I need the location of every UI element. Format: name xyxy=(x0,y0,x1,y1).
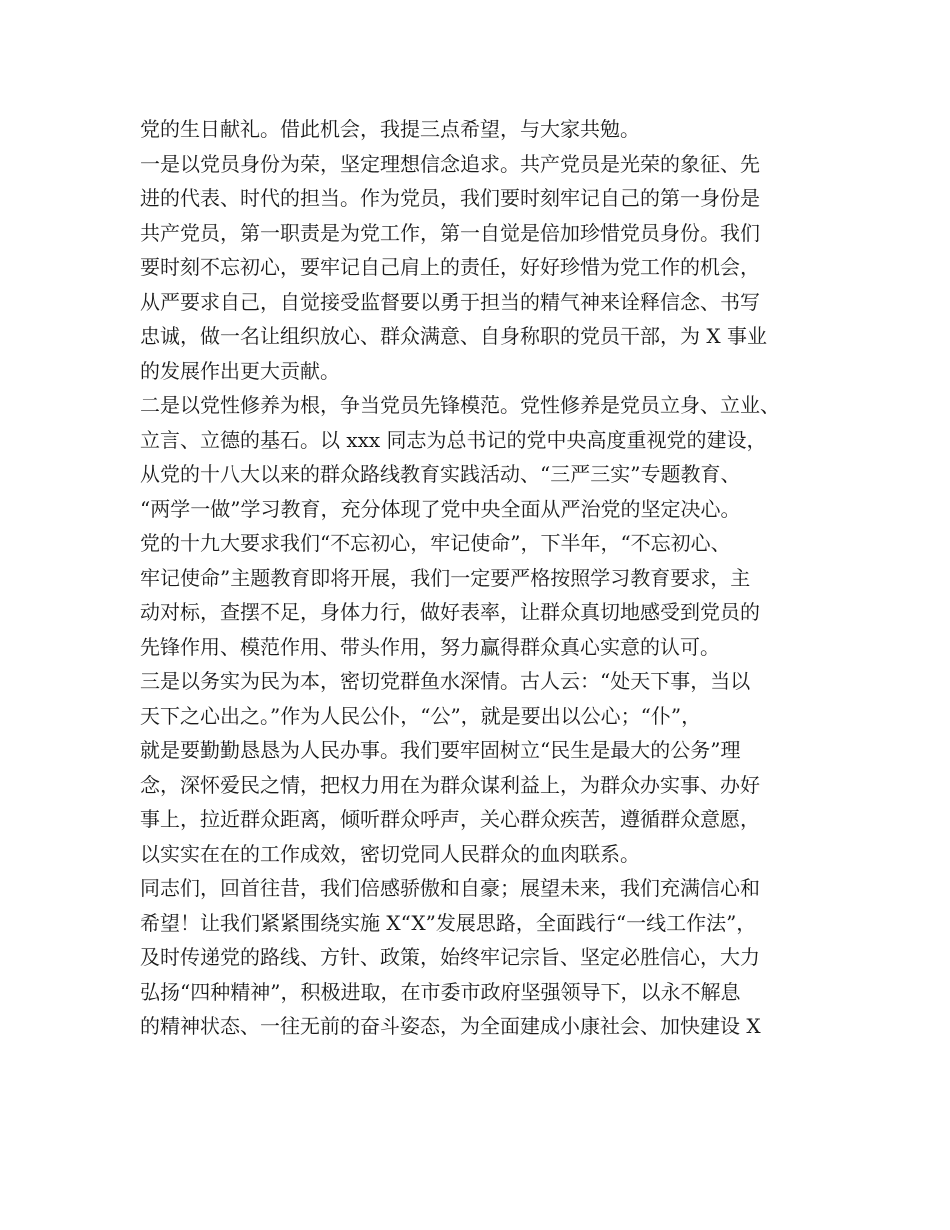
document-body xyxy=(140,112,840,1044)
text-line: “两学一做”学习教育，充分体现了党中央全面从严治党的坚定决心。 xyxy=(140,496,741,521)
text-line: 天下之心出之。”作为人民公仆，“公”，就是要出以公心；“仆”， xyxy=(140,703,702,728)
text-line: 动对标，查摆不足，身体力行，做好表率，让群众真切地感受到党员的 xyxy=(140,600,760,624)
text-line: 要时刻不忘初心，要牢记自己肩上的责任，好好珍惜为党工作的机会， xyxy=(140,255,760,279)
text-line: 一是以党员身份为荣，坚定理想信念追求。共产党员是光荣的象征、先 xyxy=(140,151,760,176)
text-line: 及时传递党的路线、方针、政策，始终牢记宗旨、坚定必胜信心，大力 xyxy=(140,945,760,969)
text-line: 从党的十八大以来的群众路线教育实践活动、“三严三实”专题教育、 xyxy=(140,462,741,486)
text-line: 同志们，回首往昔，我们倍感骄傲和自豪；展望未来，我们充满信心和 xyxy=(140,876,760,900)
text-line: 就是要勤勤恳恳为人民办事。我们要牢固树立“民生是最大的公务”理 xyxy=(140,738,741,762)
text-line: 希望！让我们紧紧围绕实施 X“X”发展思路，全面践行“一线工作法”， xyxy=(140,910,757,935)
text-line: 念，深怀爱民之情，把权力用在为群众谋利益上，为群众办实事、办好 xyxy=(140,772,760,797)
text-line: 党的十九大要求我们“不忘初心，牢记使命”，下半年，“不忘初心、 xyxy=(140,531,731,555)
text-line: 弘扬“四种精神”，积极进取，在市委市政府坚强领导下，以永不解息 xyxy=(140,979,741,1004)
text-line: 忠诚，做一名让组织放心、群众满意、自身称职的党员干部，为 X 事业 xyxy=(140,324,767,348)
text-line: 进的代表、时代的担当。作为党员，我们要时刻牢记自己的第一身份是 xyxy=(140,186,760,210)
text-line: 三是以务实为民为本，密切党群鱼水深情。古人云：“处天下事，当以 xyxy=(140,669,751,693)
text-line: 事上，拉近群众距离，倾听群众呼声，关心群众疾苦，遵循群众意愿， xyxy=(140,807,760,831)
text-line: 牢记使命”主题教育即将开展，我们一定要严格按照学习教育要求，主 xyxy=(140,565,751,590)
text-line: 以实实在在的工作成效，密切党同人民群众的血肉联系。 xyxy=(140,841,640,866)
text-line: 立言、立德的基石。以 xxx 同志为总书记的党中央高度重视党的建设， xyxy=(140,427,767,452)
text-line: 的发展作出更大贡献。 xyxy=(140,358,340,383)
text-line: 二是以党性修养为根，争当党员先锋模范。党性修养是党员立身、立业、 xyxy=(140,393,780,417)
text-line: 从严要求自己，自觉接受监督要以勇于担当的精气神来诠释信念、书写 xyxy=(140,289,760,314)
text-line: 先锋作用、模范作用、带头作用，努力赢得群众真心实意的认可。 xyxy=(140,634,720,659)
text-line: 共产党员，第一职责是为党工作，第一自觉是倍加珍惜党员身份。我们 xyxy=(140,220,760,245)
text-line: 党的生日献礼。借此机会，我提三点希望，与大家共勉。 xyxy=(140,117,640,141)
text-line: 的精神状态、一往无前的奋斗姿态，为全面建成小康社会、加快建设 X xyxy=(140,1014,761,1038)
